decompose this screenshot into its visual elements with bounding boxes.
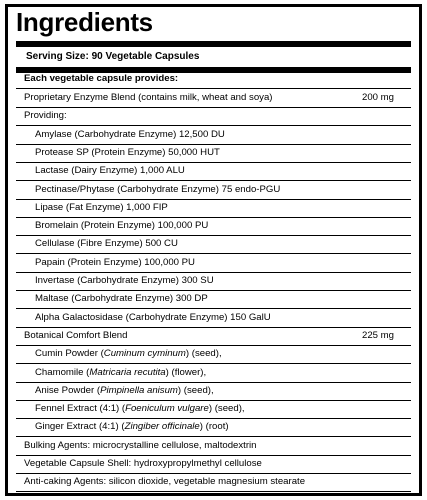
ingredients-panel — [5, 4, 422, 496]
ingredient-row — [16, 327, 411, 346]
ingredient-row — [16, 235, 411, 254]
ingredient-text: Chamomile (Matricaria recutita) (flower), — [35, 366, 207, 378]
ingredient-row — [16, 126, 411, 145]
ingredient-text: Alpha Galactosidase (Carbohydrate Enzyme) 150 GalU — [35, 311, 271, 323]
ingredient-amount: 200 mg — [362, 92, 394, 103]
ingredient-text: Providing: — [24, 110, 67, 122]
ingredient-text: Amylase (Carbohydrate Enzyme) 12,500 DU — [35, 128, 225, 140]
ingredient-text: Anti-caking Agents: silicon dioxide, vegetable magnesium stearate — [24, 476, 306, 488]
ingredient-row — [16, 144, 411, 163]
ingredient-row — [16, 437, 411, 456]
ingredient-row — [16, 290, 411, 309]
ingredient-text: Proprietary Enzyme Blend (contains milk, wheat and soya) — [24, 92, 273, 103]
ingredient-text: Invertase (Carbohydrate Enzyme) 300 SU — [35, 275, 214, 286]
ingredient-text: Anise Powder (Pimpinella anisum) (seed), — [35, 384, 214, 396]
ingredient-text: Ginger Extract (4:1) (Zingiber officinale) (root) — [35, 421, 229, 433]
panel-title: Ingredients — [16, 7, 153, 37]
ingredient-text: Vegetable Capsule Shell: hydroxypropylmethyl cellulose — [24, 458, 262, 469]
ingredient-row — [16, 181, 411, 200]
ingredient-text: Fennel Extract (4:1) (Foeniculum vulgare) (seed), — [35, 403, 245, 415]
ingredient-row — [16, 217, 411, 236]
serving-size: Serving Size: 90 Vegetable Capsules — [26, 51, 200, 62]
ingredient-text: Maltase (Carbohydrate Enzyme) 300 DP — [35, 293, 208, 305]
section-header-row — [16, 70, 411, 89]
ingredient-row — [16, 162, 411, 181]
ingredient-text: Lactase (Dairy Enzyme) 1,000 ALU — [35, 165, 185, 177]
ingredient-row — [16, 364, 411, 383]
ingredient-row — [16, 382, 411, 401]
ingredient-row — [16, 345, 411, 364]
section-header: Each vegetable capsule provides: — [24, 73, 179, 84]
ingredient-row — [16, 254, 411, 273]
ingredient-row — [16, 272, 411, 291]
ingredient-text: Protease SP (Protein Enzyme) 50,000 HUT — [35, 146, 220, 158]
ingredient-row — [16, 199, 411, 218]
ingredient-row — [16, 400, 411, 419]
ingredient-text: Bulking Agents: microcrystalline cellulose, maltodextrin — [24, 439, 257, 451]
ingredient-amount: 225 mg — [362, 329, 394, 341]
ingredient-text: Botanical Comfort Blend — [24, 329, 128, 341]
ingredient-text: Pectinase/Phytase (Carbohydrate Enzyme) 75 endo-PGU — [35, 183, 281, 195]
ingredient-row — [16, 473, 411, 492]
ingredient-row — [16, 89, 411, 108]
ingredient-row — [16, 455, 411, 474]
ingredient-row — [16, 107, 411, 126]
ingredient-row — [16, 418, 411, 437]
ingredient-text: Cellulase (Fibre Enzyme) 500 CU — [35, 238, 178, 250]
ingredient-text: Papain (Protein Enzyme) 100,000 PU — [35, 256, 195, 268]
ingredient-row — [16, 309, 411, 328]
ingredient-text: Cumin Powder (Cuminum cyminum) (seed), — [35, 348, 222, 360]
ingredient-text: Lipase (Fat Enzyme) 1,000 FIP — [35, 201, 168, 213]
title-divider — [16, 41, 411, 47]
ingredient-text: Bromelain (Protein Enzyme) 100,000 PU — [35, 220, 209, 232]
